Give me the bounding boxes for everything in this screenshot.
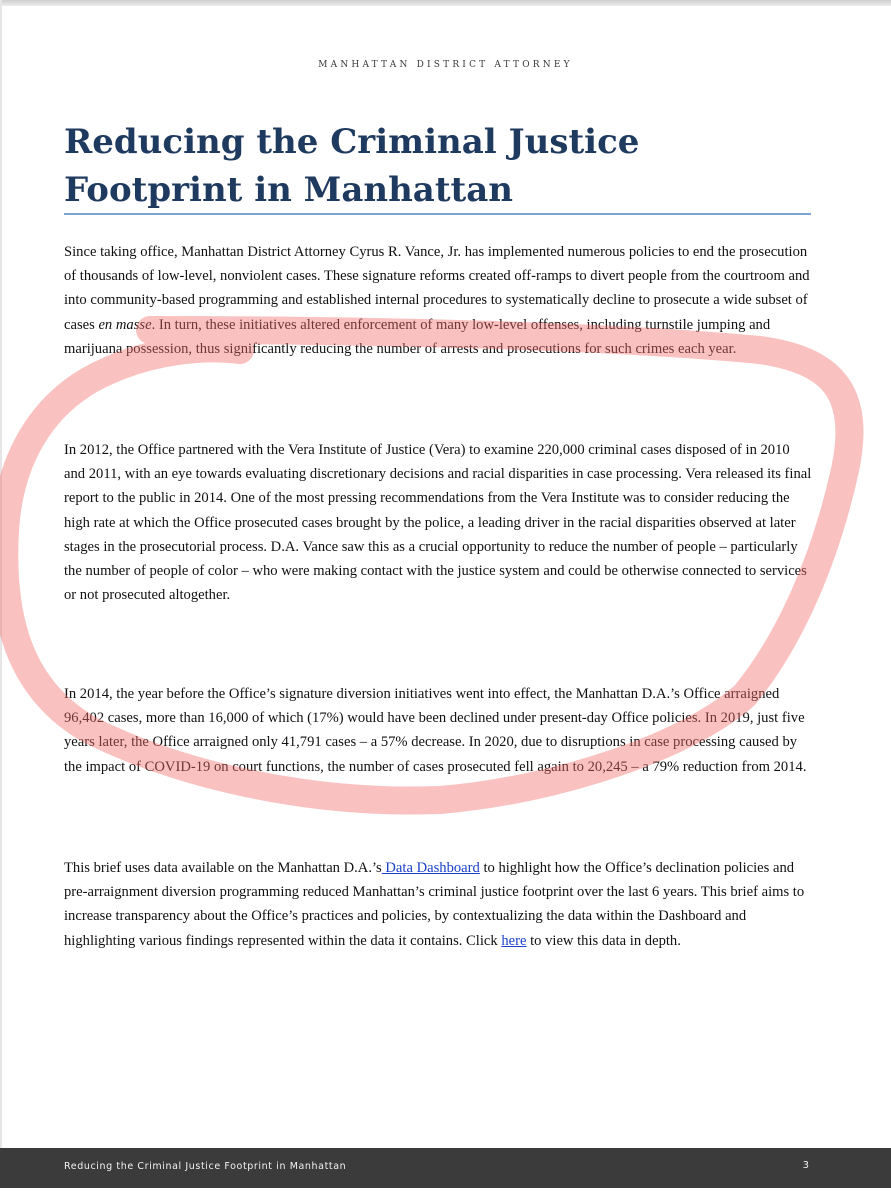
paragraph-dashboard-text-1: This brief uses data available on the Manhattan D.A.’s [64,860,382,876]
paragraph-dashboard-text-3: to view this data in depth. [526,932,681,949]
data-dashboard-link[interactable]: Data Dashboard [381,860,480,876]
page-left-edge [0,0,2,1200]
here-link[interactable]: here [501,932,527,949]
paragraph-dashboard [64,856,814,953]
page-title: Reducing the Criminal Justice Footprint in Manhattan [64,122,640,210]
paragraph-intro [64,240,814,361]
footer-page-number: 3 [802,1160,809,1171]
footer-bar [0,1148,891,1188]
paragraph-vera: In 2012, the Office partnered with the Vera Institute of Justice (Vera) to examine 220,000 criminal cases disposed of in 2010 and 2011, with an eye towards evaluating discretionary decisions and racial disparities in case processing. Vera released its final report to the public in 2014. One of the most pressing recommendations from the Vera Institute was to consider reducing the high rate at which the Office prosecuted cases brought by the police, a leading driver in the racial disparities observed at later stages in the prosecutorial process. D.A. Vance saw this as a crucial opportunity to reduce the number of people – particularly the number of people of color – who were making contact with the justice system and could be otherwise connected to services or not prosecuted altogether. [64,442,812,604]
page-bottom-margin [0,1188,891,1200]
paragraph-intro-text-1: Since taking office, Manhattan District Attorney Cyrus R. Vance, Jr. has implemented numerous policies to end the prosecution of thousands of low-level, nonviolent cases. These signature reforms created off-ramps to divert people from the courtroom and into community-based programming and established internal procedures to systematically decline to prosecute a wide subset of cases [64,244,810,333]
paragraph-statistics: In 2014, the year before the Office’s signature diversion initiatives went into effect, the Manhattan D.A.’s Office arraigned 96,402 cases, more than 16,000 of which (17%) would have been declined under present-day Office policies. In 2019, just five years later, the Office arraigned only 41,791 cases – a 57% decrease. In 2020, due to disruptions in case processing caused by the impact of COVID-19 on court functions, the number of cases prosecuted fell again to 20,245 – a 79% reduction from 2014. [64,686,807,775]
paragraph-intro-italic: en masse [98,316,152,333]
paragraph-intro-text-2: . In turn, these initiatives altered enforcement of many low-level offenses, including turnstile jumping and marijuana possession, thus significantly reducing the number of arrests and prosecutions for such crimes each year. [64,316,771,357]
title-underline-rule [64,213,811,215]
paragraph-dashboard-text-2: to highlight how the Office’s declination policies and pre-arraignment diversion programming reduced Manhattan’s criminal justice footprint over the last 6 years. This brief aims to increase transparency about the Office’s practices and policies, by contextualizing the data within the Dashboard and highlighting various findings represented within the data it contains. Click [64,860,805,949]
footer-title: Reducing the Criminal Justice Footprint in Manhattan [64,1161,347,1172]
running-header: MANHATTAN DISTRICT ATTORNEY [318,60,573,70]
page-top-edge [0,0,891,6]
